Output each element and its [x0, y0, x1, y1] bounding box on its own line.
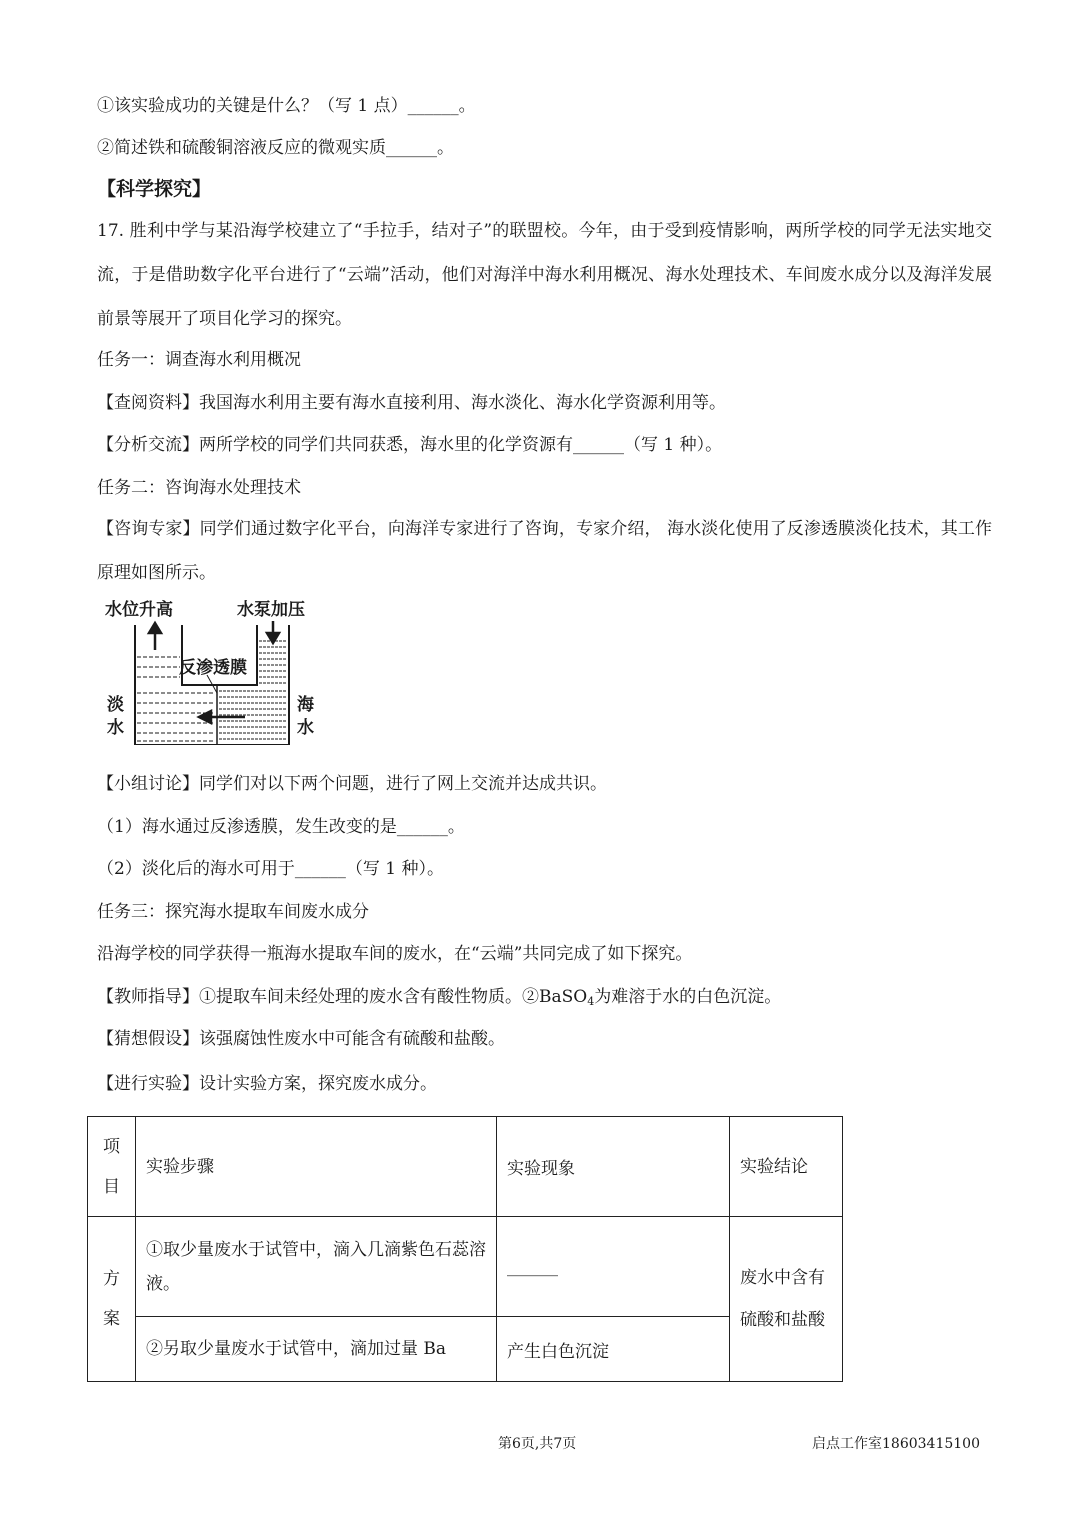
- task-3: 任务三：探究海水提取车间废水成分: [97, 902, 369, 922]
- hypothesis: 【猜想假设】该强腐蚀性废水中可能含有硫酸和盐酸。: [97, 1029, 505, 1049]
- group-discussion: 【小组讨论】同学们对以下两个问题，进行了网上交流并达成共识。: [97, 774, 607, 794]
- phenomenon-1-blank: ______: [497, 1217, 730, 1317]
- header-conclusion: 实验结论: [730, 1117, 843, 1217]
- label-sea-1: 海: [297, 695, 314, 714]
- table-row: [88, 1217, 843, 1317]
- question-micro-essence: ②简述铁和硫酸铜溶液反应的微观实质______。: [97, 138, 454, 158]
- header-phenomena: 实验现象: [497, 1117, 730, 1217]
- table-header-row: [88, 1117, 843, 1217]
- phenomenon-2: 产生白色沉淀: [497, 1317, 730, 1382]
- label-sea-2: 水: [297, 718, 314, 737]
- sea-water-surface: [219, 641, 287, 739]
- label-fresh-2: 水: [107, 718, 124, 737]
- discussion-q2: （2）淡化后的海水可用于______（写 1 种）。: [97, 859, 444, 879]
- header-steps: 实验步骤: [136, 1117, 497, 1217]
- page-number: 第6页,共7页: [498, 1436, 577, 1452]
- teacher-guidance: 【教师指导】①提取车间未经处理的废水含有酸性物质。②BaSO$_4$为难溶于水的白色沉淀。: [97, 987, 782, 1008]
- experiment-intro: 【进行实验】设计实验方案，探究废水成分。: [97, 1074, 437, 1094]
- step-1: ①取少量废水于试管中，滴入几滴紫色石蕊溶液。: [136, 1217, 497, 1317]
- table-row: [88, 1317, 843, 1382]
- label-water-level-rise: 水位升高: [105, 600, 173, 619]
- coastal-school-text: 沿海学校的同学获得一瓶海水提取车间的废水，在“云端”共同完成了如下探究。: [97, 944, 693, 964]
- task-1: 任务一：调查海水利用概况: [97, 350, 301, 370]
- analysis-exchange: 【分析交流】两所学校的同学们共同获悉，海水里的化学资源有______（写 1 种）。: [97, 435, 723, 455]
- section-title: 【科学探究】: [97, 178, 212, 200]
- experiment-table: [87, 1116, 843, 1382]
- label-membrane: 反渗透膜: [179, 658, 247, 677]
- plan-label: 方 案: [88, 1217, 136, 1382]
- discussion-q1: （1）海水通过反渗透膜，发生改变的是______。: [97, 817, 465, 837]
- reference-material: 【查阅资料】我国海水利用主要有海水直接利用、海水淡化、海水化学资源利用等。: [97, 393, 726, 413]
- label-pump-pressure: 水泵加压: [237, 600, 305, 619]
- studio-contact: 启点工作室18603415100: [812, 1436, 980, 1452]
- header-item: 项 目: [88, 1117, 136, 1217]
- arrow-up-icon: [149, 623, 161, 633]
- task-2: 任务二：咨询海水处理技术: [97, 478, 301, 498]
- reverse-osmosis-diagram: [97, 595, 327, 745]
- label-fresh-1: 淡: [107, 695, 124, 714]
- conclusion: 废水中含有硫酸和盐酸: [730, 1217, 843, 1382]
- question-key-point: ①该实验成功的关键是什么？（写 1 点）______。: [97, 96, 476, 116]
- question-17-intro: 17. 胜利中学与某沿海学校建立了“手拉手，结对子”的联盟校。今年，由于受到疫情影响，两所学校的同学无法实地交流，于是借助数字化平台进行了“云端”活动，他们对海洋中海水利用概况、海水处理技术、车间废水成分以及海洋发展前景等展开了项目化学习的探究。: [97, 221, 992, 329]
- expert-consultation: 【咨询专家】同学们通过数字化平台，向海洋专家进行了咨询，专家介绍， 海水淡化使用了反渗透膜淡化技术，其工作原理如图所示。: [97, 519, 992, 583]
- step-2: ②另取少量废水于试管中，滴加过量 Ba: [136, 1317, 497, 1382]
